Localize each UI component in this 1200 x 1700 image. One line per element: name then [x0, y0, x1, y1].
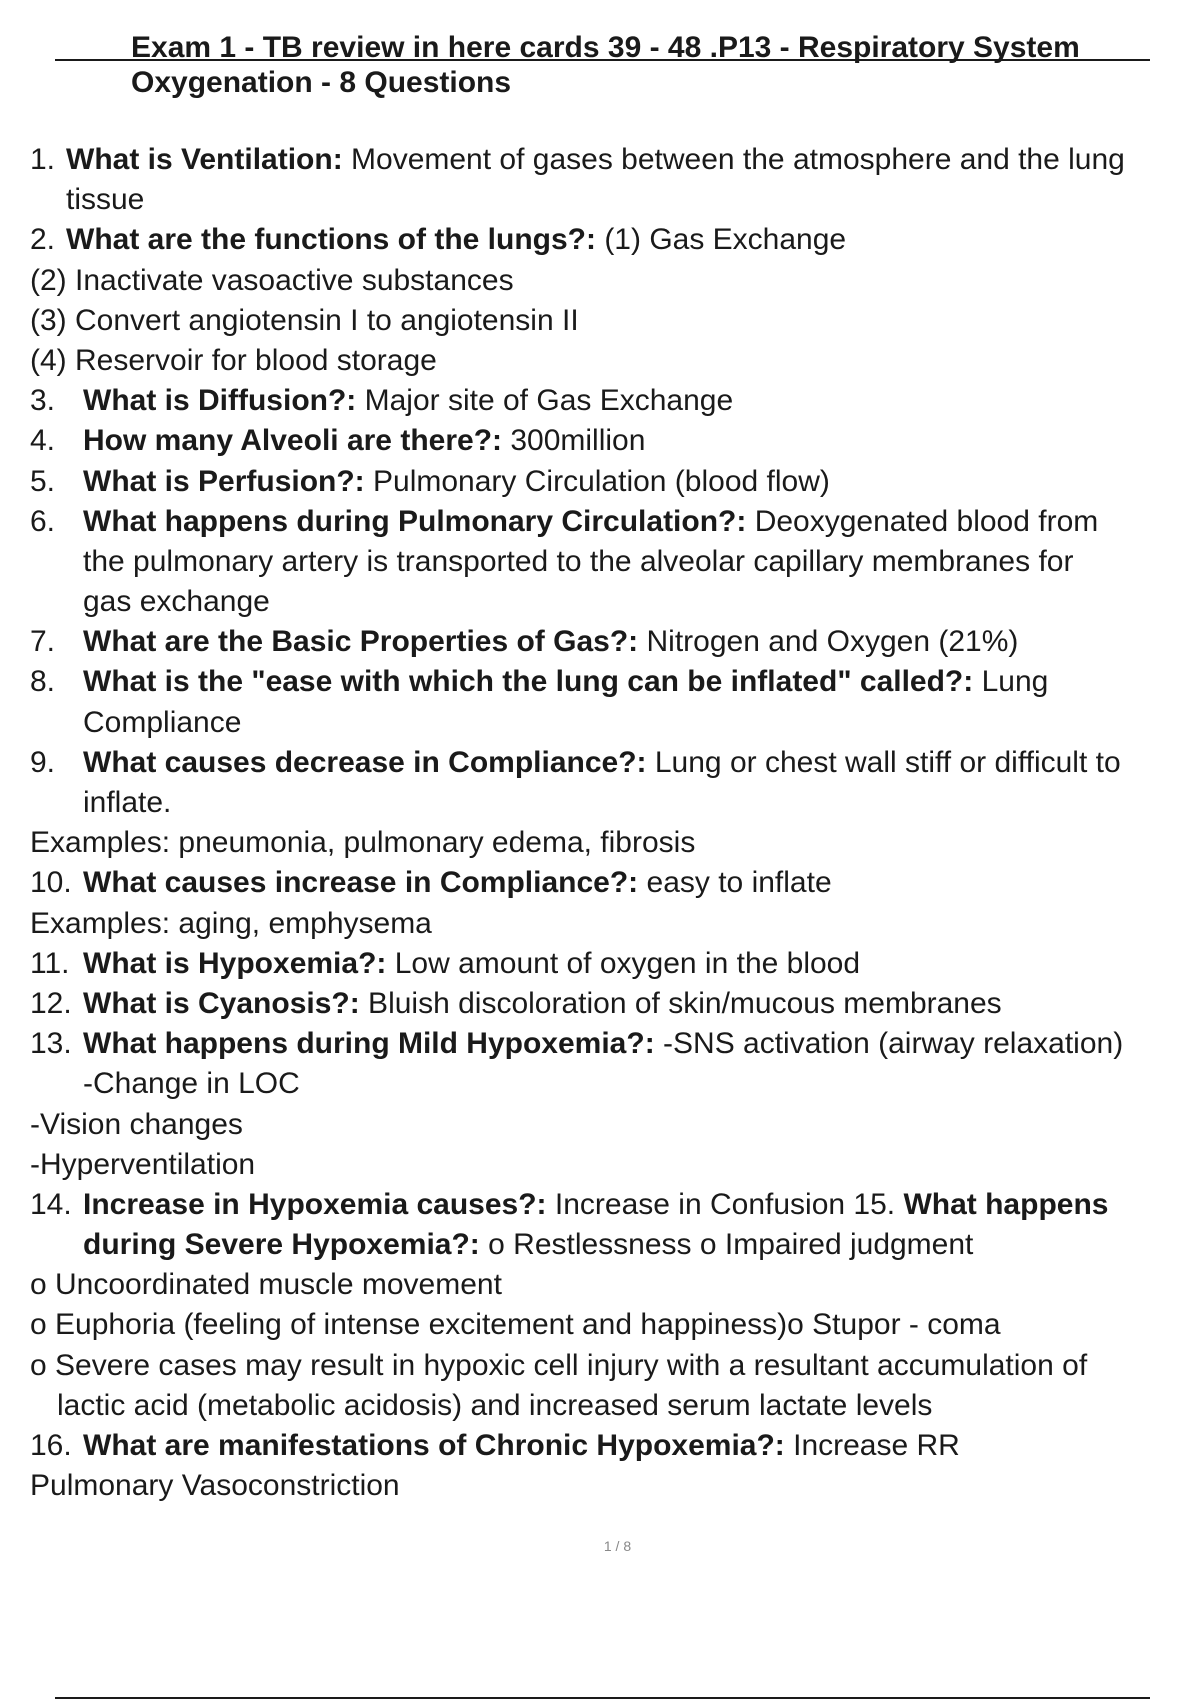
list-item-continuation: Pulmonary Vasoconstriction	[30, 1469, 400, 1503]
list-item	[30, 462, 1200, 502]
title-line-2: Oxygenation - 8 Questions	[131, 66, 512, 99]
answer-text: Bluish discoloration of skin/mucous membranes	[359, 986, 1002, 1020]
question-text: What are the functions of the lungs?:	[66, 223, 596, 257]
answer-text: 300million	[502, 424, 646, 458]
answer-text: Low amount of oxygen in the blood	[386, 946, 861, 980]
list-item	[30, 1024, 1200, 1064]
list-item-continuation: o Uncoordinated muscle movement	[30, 1268, 502, 1302]
list-item	[30, 984, 1200, 1024]
bottom-rule	[55, 1697, 1150, 1699]
list-item-continuation: Compliance	[83, 705, 242, 739]
item-number: 3.	[30, 384, 56, 418]
answer-text: Nitrogen and Oxygen (21%)	[638, 625, 1019, 659]
item-number: 9.	[30, 745, 56, 779]
answer-text: o Restlessness o Impaired judgment	[479, 1228, 974, 1262]
question-text: What is Cyanosis?:	[83, 986, 360, 1020]
question-text: What happens during Mild Hypoxemia?:	[83, 1027, 655, 1061]
list-item-continuation: Examples: pneumonia, pulmonary edema, fibrosis	[30, 826, 696, 860]
list-item	[30, 944, 1200, 984]
question-text: What is Diffusion?:	[83, 384, 357, 418]
item-number: 10.	[30, 866, 72, 900]
list-item-continuation: lactic acid (metabolic acidosis) and increased serum lactate levels	[57, 1388, 933, 1422]
answer-text: Deoxygenated blood from	[746, 504, 1099, 538]
answer-text: (1) Gas Exchange	[595, 223, 847, 257]
list-item	[30, 662, 1200, 702]
answer-text: Lung	[973, 665, 1049, 699]
question-text: How many Alveoli are there?:	[83, 424, 503, 458]
list-item-continuation: inflate.	[83, 786, 172, 819]
list-item	[30, 1426, 1200, 1466]
question-text: What causes increase in Compliance?:	[83, 866, 639, 900]
question-text: Increase in Hypoxemia causes?:	[83, 1187, 547, 1221]
question-list	[30, 140, 1200, 1506]
item-number: 12.	[30, 986, 72, 1020]
list-item	[30, 743, 1200, 783]
answer-text: Pulmonary Circulation (blood flow)	[364, 464, 830, 498]
title-line-1: Exam 1 - TB review in here cards 39 - 48 .P13 - Respiratory System	[131, 31, 1080, 64]
list-item-continuation	[30, 1225, 1200, 1265]
list-item-continuation: (2) Inactivate vasoactive substances	[30, 263, 514, 297]
list-item-continuation: o Severe cases may result in hypoxic cell injury with a resultant accumulation of	[30, 1348, 1088, 1382]
question-text: What is the "ease with which the lung can be inflated" called?:	[83, 665, 974, 699]
item-number: 6.	[30, 504, 56, 538]
answer-text: Increase in Confusion 15.	[546, 1187, 904, 1221]
list-item-continuation: the pulmonary artery is transported to the alveolar capillary membranes for	[83, 544, 1074, 578]
list-item	[30, 1185, 1200, 1225]
question-text: What happens	[903, 1187, 1109, 1221]
answer-text: Lung or chest wall stiff or difficult to	[646, 745, 1121, 779]
answer-text: Increase RR	[784, 1429, 960, 1462]
list-item-continuation: Examples: aging, emphysema	[30, 906, 432, 940]
question-text: What is Hypoxemia?:	[83, 946, 387, 980]
item-number: 13.	[30, 1027, 72, 1061]
list-item-continuation: (4) Reservoir for blood storage	[30, 343, 437, 377]
page-title	[131, 30, 1161, 100]
list-item-continuation: tissue	[66, 183, 145, 217]
list-item	[30, 381, 1200, 421]
answer-text: -SNS activation (airway relaxation)	[654, 1027, 1124, 1061]
answer-text: Movement of gases between the atmosphere and the lung	[342, 143, 1125, 176]
list-item	[30, 502, 1200, 542]
list-item-continuation: o Euphoria (feeling of intense excitement and happiness)o Stupor - coma	[30, 1308, 1001, 1342]
page-number: 1 / 8	[603, 1538, 632, 1554]
list-item	[30, 140, 1200, 180]
answer-text: Major site of Gas Exchange	[356, 384, 734, 418]
item-number: 8.	[30, 665, 56, 699]
question-text: What is Ventilation:	[66, 143, 343, 176]
list-item-continuation: -Change in LOC	[83, 1067, 300, 1101]
answer-text: easy to inflate	[638, 866, 832, 900]
list-item-continuation: -Hyperventilation	[30, 1147, 256, 1181]
question-text: What are the Basic Properties of Gas?:	[83, 625, 639, 659]
question-text: What causes decrease in Compliance?:	[83, 745, 647, 779]
item-number: 4.	[30, 424, 56, 458]
question-text: What happens during Pulmonary Circulation?:	[83, 504, 747, 538]
list-item-continuation: (3) Convert angiotensin I to angiotensin II	[30, 303, 579, 337]
item-number: 7.	[30, 625, 56, 659]
question-text: What are manifestations of Chronic Hypoxemia?:	[83, 1429, 785, 1462]
question-text: What is Perfusion?:	[83, 464, 365, 498]
list-item	[30, 421, 1200, 461]
item-number: 2.	[30, 223, 56, 257]
list-item-continuation: gas exchange	[83, 585, 270, 619]
question-text: during Severe Hypoxemia?:	[83, 1228, 480, 1262]
item-number: 14.	[30, 1187, 72, 1221]
list-item	[30, 622, 1200, 662]
list-item	[30, 220, 1200, 260]
item-number: 11.	[30, 946, 70, 980]
item-number: 5.	[30, 464, 56, 498]
item-number: 1.	[30, 143, 56, 176]
list-item	[30, 863, 1200, 903]
item-number: 16.	[30, 1429, 72, 1462]
list-item-continuation: -Vision changes	[30, 1107, 243, 1141]
